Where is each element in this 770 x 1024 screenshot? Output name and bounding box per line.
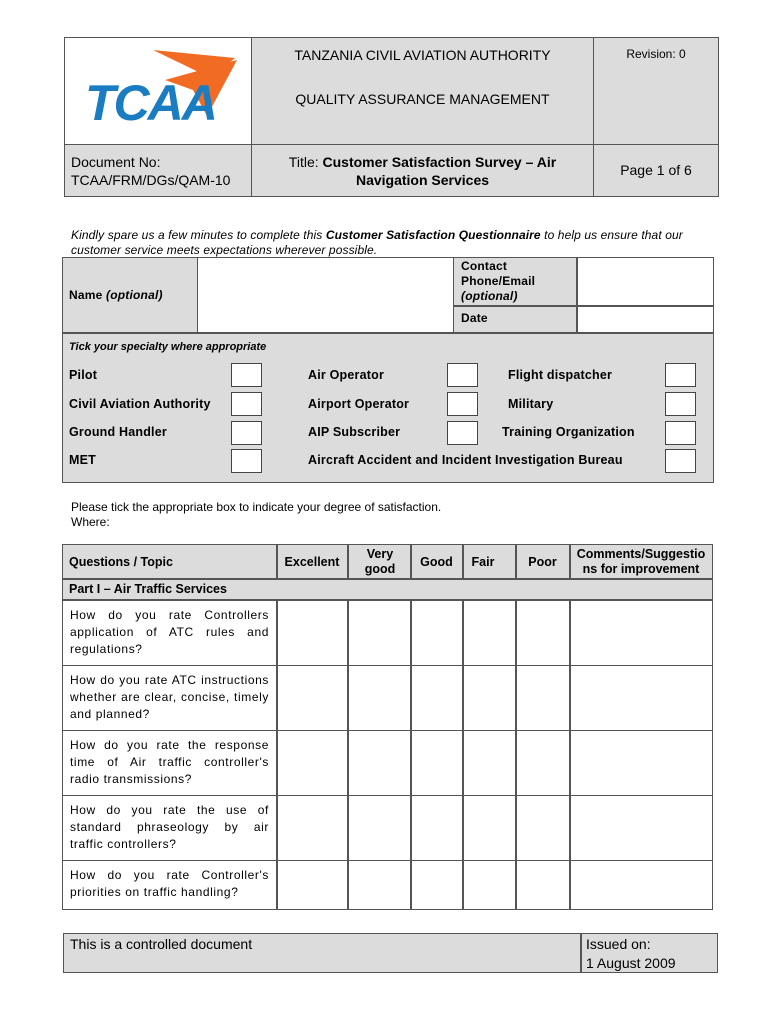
checkbox-pilot[interactable] — [231, 363, 262, 387]
checkbox-ground-handler[interactable] — [231, 421, 262, 445]
svg-text:TCAA: TCAA — [85, 75, 216, 131]
tcaa-logo — [65, 38, 252, 145]
specialty-airport-operator: Airport Operator — [308, 397, 410, 411]
checkbox-caa[interactable] — [231, 392, 262, 416]
page-cell — [593, 145, 718, 196]
checkbox-airport-operator[interactable] — [447, 392, 478, 416]
org-title: TANZANIA CIVIL AVIATION AUTHORITY — [294, 47, 551, 63]
question-3: How do you rate the response time of Air traffic controller's radio transmissions? — [70, 738, 269, 786]
checkbox-met[interactable] — [231, 449, 262, 473]
revision-cell — [593, 38, 718, 145]
col-questions: Questions / Topic — [69, 555, 173, 569]
checkbox-military[interactable] — [665, 392, 696, 416]
col-poor: Poor — [528, 555, 557, 569]
specialty-aaiib: Aircraft Accident and Incident Investigation Bureau — [308, 453, 623, 467]
specialty-training-org: Training Organization — [502, 425, 635, 439]
col-good: Good — [420, 555, 453, 569]
col-very-good: Very good — [364, 547, 396, 576]
issued-date: 1 August 2009 — [586, 955, 676, 971]
specialty-flight-dispatcher: Flight dispatcher — [508, 368, 613, 382]
contact-field[interactable] — [578, 258, 713, 305]
instruction-line1: Please tick the appropriate box to indicate your degree of satisfaction. — [71, 500, 442, 514]
date-field[interactable] — [578, 307, 713, 332]
specialty-ground-handler: Ground Handler — [69, 425, 167, 439]
specialty-military: Military — [508, 397, 554, 411]
checkbox-aaiib[interactable] — [665, 449, 696, 473]
question-2: How do you rate ATC instructions whether are clear, concise, timely and planned? — [70, 673, 269, 721]
checkbox-training-org[interactable] — [665, 421, 696, 445]
question-4: How do you rate the use of standard phraseology by air traffic controllers? — [70, 803, 269, 851]
doc-no-label: Document No: — [71, 154, 161, 170]
specialty-air-operator: Air Operator — [308, 368, 385, 382]
col-comments: Comments/Suggestions for improvement — [576, 547, 706, 576]
question-1: How do you rate Controllers application of ATC rules and regulations? — [70, 608, 269, 656]
date-label: Date — [461, 311, 488, 325]
name-label: Name (optional) — [69, 288, 163, 302]
controlled-note: This is a controlled document — [70, 936, 253, 952]
checkbox-flight-dispatcher[interactable] — [665, 363, 696, 387]
col-excellent: Excellent — [284, 555, 340, 569]
specialty-met: MET — [69, 453, 96, 467]
logo-cell — [65, 38, 252, 145]
specialty-caa: Civil Aviation Authority — [69, 397, 211, 411]
doc-no-cell — [65, 145, 251, 196]
checkbox-aip-subscriber[interactable] — [447, 421, 478, 445]
issued-label: Issued on: — [586, 936, 651, 952]
specialty-pilot: Pilot — [69, 368, 98, 382]
page-number: Page 1 of 6 — [620, 162, 692, 178]
title-cell — [251, 145, 593, 196]
name-field[interactable] — [197, 258, 454, 332]
intro-text: Kindly spare us a few minutes to complete this Customer Satisfaction Questionnaire to help us ensure that our customer service meets expectations wherever possible. — [71, 228, 683, 257]
question-5: How do you rate Controller's priorities on traffic handling? — [70, 868, 269, 899]
qam-title: QUALITY ASSURANCE MANAGEMENT — [295, 91, 550, 107]
instruction-line2: Where: — [71, 515, 110, 529]
title-prefix: Title: — [288, 154, 323, 170]
checkbox-air-operator[interactable] — [447, 363, 478, 387]
revision-label: Revision: 0 — [626, 47, 686, 61]
document-title: Customer Satisfaction Survey – Air Navigation Services — [322, 154, 557, 188]
specialty-heading: Tick your specialty where appropriate — [69, 341, 267, 353]
doc-no: TCAA/FRM/DGs/QAM-10 — [71, 172, 231, 188]
part-heading: Part I – Air Traffic Services — [69, 582, 227, 596]
contact-label: Contact Phone/Email (optional) — [461, 259, 536, 303]
col-fair: Fair — [471, 555, 495, 569]
specialty-aip-subscriber: AIP Subscriber — [308, 425, 401, 439]
